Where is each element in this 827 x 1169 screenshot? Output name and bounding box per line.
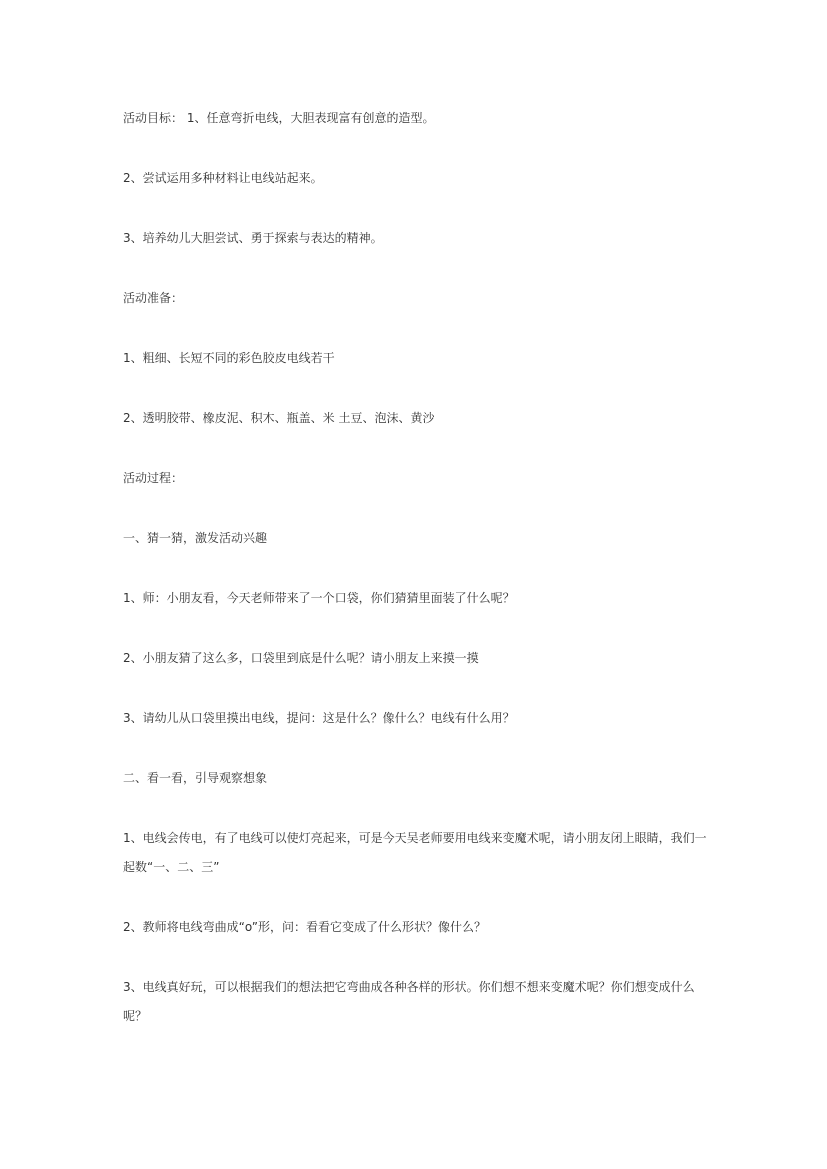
paragraph-activity-goal-3: 3、培养幼儿大胆尝试、勇于探索与表达的精神。 [123,231,383,245]
heading-activity-preparation: 活动准备： [123,291,184,305]
paragraph-section-two-1: 1、电线会传电，有了电线可以使灯亮起来，可是今天吴老师要用电线来变魔术呢，请小朋友闭上眼睛，我们一起数“一、二、三” [123,831,707,874]
paragraph-preparation-1: 1、粗细、长短不同的彩色胶皮电线若干 [123,351,335,365]
paragraph-activity-goal-2: 2、尝试运用多种材料让电线站起来。 [123,171,323,185]
paragraph-section-two-3: 3、电线真好玩，可以根据我们的想法把它弯曲成各种各样的形状。你们想不想来变魔术呢？你们想变成什么呢？ [123,980,695,1023]
heading-section-two: 二、看一看，引导观察想象 [123,771,268,785]
document-body [123,104,713,1031]
paragraph-preparation-2: 2、透明胶带、橡皮泥、积木、瓶盖、米 土豆、泡沫、黄沙 [123,411,435,425]
paragraph-activity-goal-1: 活动目标： 1、任意弯折电线，大胆表现富有创意的造型。 [123,111,435,125]
paragraph-section-one-1: 1、师：小朋友看，今天老师带来了一个口袋，你们猜猜里面装了什么呢？ [123,591,515,605]
paragraph-section-two-2: 2、教师将电线弯曲成“o”形，问：看看它变成了什么形状？像什么？ [123,920,486,934]
heading-section-one: 一、猜一猜，激发活动兴趣 [123,531,268,545]
paragraph-section-one-3: 3、请幼儿从口袋里摸出电线，提问：这是什么？像什么？电线有什么用？ [123,711,515,725]
heading-activity-process: 活动过程： [123,471,184,485]
paragraph-section-one-2: 2、小朋友猜了这么多，口袋里到底是什么呢？请小朋友上来摸一摸 [123,651,479,665]
